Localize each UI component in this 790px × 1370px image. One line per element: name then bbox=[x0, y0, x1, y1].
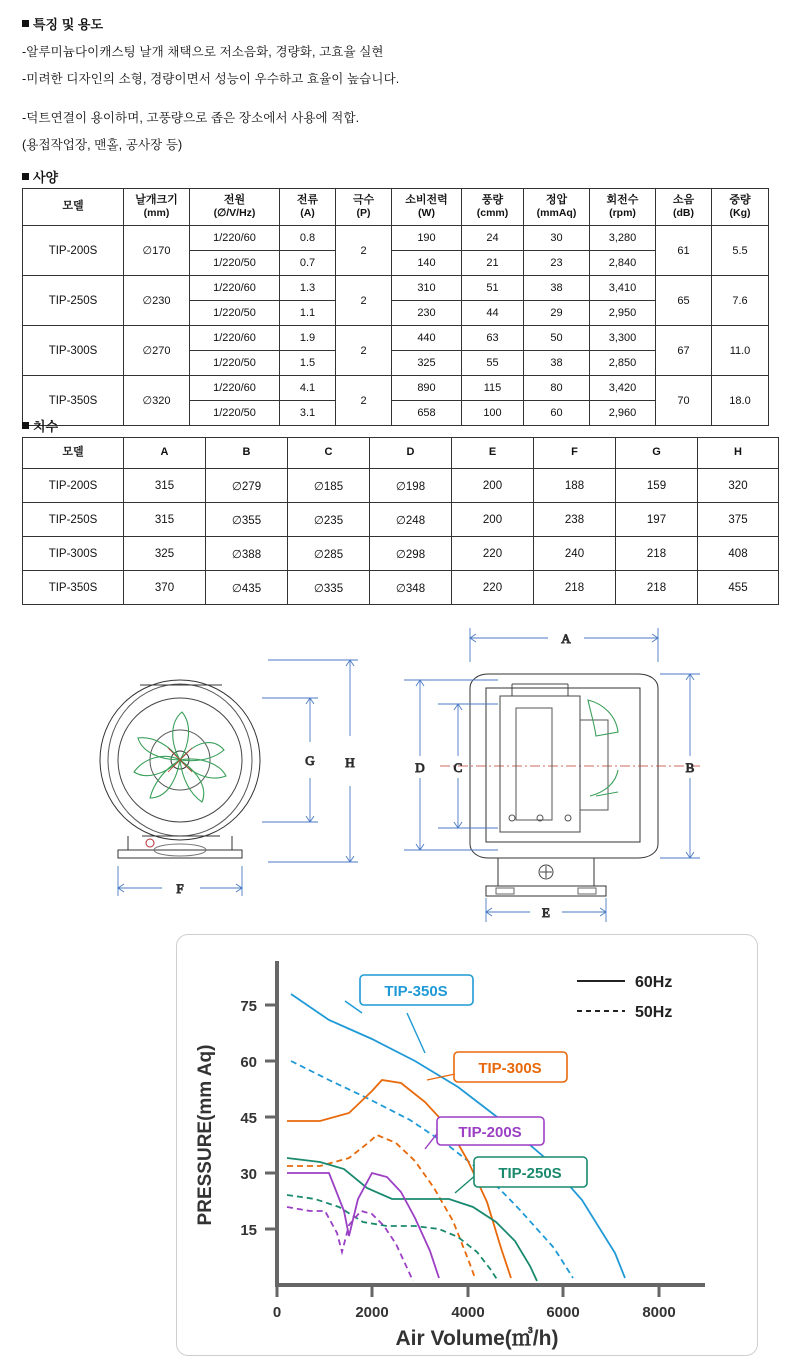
features-heading bbox=[22, 14, 762, 33]
spec-power: 1/220/60 bbox=[190, 376, 280, 401]
y-tick-45: 45 bbox=[240, 1110, 257, 1127]
spec-noise: 65 bbox=[656, 276, 712, 326]
dim-g: 218 bbox=[616, 537, 698, 571]
dim-h: 375 bbox=[698, 503, 779, 537]
spec-watt: 140 bbox=[392, 251, 462, 276]
y-tick-60: 60 bbox=[240, 1054, 257, 1071]
spec-current: 3.1 bbox=[280, 401, 336, 426]
dim-f: 218 bbox=[534, 571, 616, 605]
spec-col-model: 모델 bbox=[23, 189, 124, 226]
spec-noise: 61 bbox=[656, 226, 712, 276]
table-row bbox=[23, 376, 769, 401]
dim-col-a: A bbox=[124, 438, 206, 469]
dim-label-h: H bbox=[345, 755, 355, 770]
spec-weight: 5.5 bbox=[712, 226, 769, 276]
x-tick-6000: 6000 bbox=[546, 1304, 580, 1321]
spec-power: 1/220/50 bbox=[190, 251, 280, 276]
x-tick-4000: 4000 bbox=[451, 1304, 485, 1321]
x-tick-0: 0 bbox=[272, 1304, 282, 1321]
dim-col-model: 모델 bbox=[23, 438, 124, 469]
spec-power: 1/220/50 bbox=[190, 401, 280, 426]
dim-a: 315 bbox=[124, 469, 206, 503]
dimensions-heading-label: 치수 bbox=[33, 419, 59, 434]
dim-g: 159 bbox=[616, 469, 698, 503]
annotation-tip-300s: TIP-300S bbox=[478, 1060, 542, 1077]
spec-watt: 190 bbox=[392, 226, 462, 251]
dim-label-a: A bbox=[561, 631, 571, 646]
spec-rpm: 2,950 bbox=[590, 301, 656, 326]
table-row bbox=[23, 276, 769, 301]
spec-blade: ∅230 bbox=[124, 276, 190, 326]
x-tick-8000: 8000 bbox=[642, 1304, 676, 1321]
spec-header-row bbox=[23, 189, 769, 226]
dim-b: ∅435 bbox=[206, 571, 288, 605]
spec-weight: 7.6 bbox=[712, 276, 769, 326]
dim-h: 408 bbox=[698, 537, 779, 571]
dim-label-b: B bbox=[685, 760, 695, 775]
dim-f: 240 bbox=[534, 537, 616, 571]
dim-d: ∅298 bbox=[370, 537, 452, 571]
spec-col-current: 전류 (A) bbox=[280, 189, 336, 226]
spec-cmm: 100 bbox=[462, 401, 524, 426]
dim-e: 200 bbox=[452, 469, 534, 503]
dim-col-c: C bbox=[288, 438, 370, 469]
chart-legend bbox=[577, 974, 672, 1021]
dim-f: 188 bbox=[534, 469, 616, 503]
dim-d: ∅348 bbox=[370, 571, 452, 605]
feature-line-4: (용접작업장, 맨홀, 공사장 등) bbox=[22, 138, 183, 152]
spec-cmm: 51 bbox=[462, 276, 524, 301]
spec-watt: 658 bbox=[392, 401, 462, 426]
dim-g: 218 bbox=[616, 571, 698, 605]
spec-col-blade: 날개크기 (mm) bbox=[124, 189, 190, 226]
spec-heading bbox=[22, 167, 58, 186]
spec-mmaq: 60 bbox=[524, 401, 590, 426]
spec-power: 1/220/50 bbox=[190, 301, 280, 326]
spec-cmm: 115 bbox=[462, 376, 524, 401]
spec-model: TIP-200S bbox=[23, 226, 124, 276]
spec-heading-label: 사양 bbox=[33, 170, 59, 185]
spec-mmaq: 23 bbox=[524, 251, 590, 276]
annotation-tip-350s: TIP-350S bbox=[384, 983, 448, 1000]
spec-col-power: 전원 (∅/V/Hz) bbox=[190, 189, 280, 226]
spec-current: 0.8 bbox=[280, 226, 336, 251]
dim-c: ∅335 bbox=[288, 571, 370, 605]
performance-chart bbox=[176, 934, 758, 1356]
spec-power: 1/220/50 bbox=[190, 351, 280, 376]
spec-col-weight: 중량 (Kg) bbox=[712, 189, 769, 226]
dim-g: 197 bbox=[616, 503, 698, 537]
spec-watt: 325 bbox=[392, 351, 462, 376]
dim-h: 455 bbox=[698, 571, 779, 605]
spec-watt: 890 bbox=[392, 376, 462, 401]
dim-label-d: D bbox=[415, 760, 425, 775]
spec-power: 1/220/60 bbox=[190, 226, 280, 251]
legend-60hz: 60Hz bbox=[635, 974, 673, 991]
technical-drawings bbox=[0, 600, 790, 930]
y-axis-title: PRESSURE(mm Aq) bbox=[195, 1044, 216, 1226]
y-tick-15: 15 bbox=[240, 1222, 257, 1239]
spec-blade: ∅170 bbox=[124, 226, 190, 276]
spec-col-poles: 극수 (P) bbox=[336, 189, 392, 226]
spec-rpm: 3,280 bbox=[590, 226, 656, 251]
spec-cmm: 63 bbox=[462, 326, 524, 351]
spec-watt: 310 bbox=[392, 276, 462, 301]
spec-weight: 11.0 bbox=[712, 326, 769, 376]
dim-f: 238 bbox=[534, 503, 616, 537]
dim-d: ∅248 bbox=[370, 503, 452, 537]
spec-noise: 70 bbox=[656, 376, 712, 426]
spec-mmaq: 38 bbox=[524, 351, 590, 376]
spec-current: 1.3 bbox=[280, 276, 336, 301]
spec-cmm: 44 bbox=[462, 301, 524, 326]
spec-current: 0.7 bbox=[280, 251, 336, 276]
side-view-drawing bbox=[440, 674, 700, 896]
spec-model: TIP-300S bbox=[23, 326, 124, 376]
spec-cmm: 55 bbox=[462, 351, 524, 376]
spec-current: 4.1 bbox=[280, 376, 336, 401]
features-section bbox=[22, 14, 762, 153]
feature-spacer bbox=[22, 87, 762, 99]
spec-model: TIP-250S bbox=[23, 276, 124, 326]
spec-cmm: 21 bbox=[462, 251, 524, 276]
spec-power: 1/220/60 bbox=[190, 276, 280, 301]
table-row bbox=[23, 537, 779, 571]
spec-noise: 67 bbox=[656, 326, 712, 376]
spec-rpm: 3,410 bbox=[590, 276, 656, 301]
spec-mmaq: 38 bbox=[524, 276, 590, 301]
feature-line-2: -미려한 디자인의 소형, 경량이면서 성능이 우수하고 효율이 높습니다. bbox=[22, 72, 400, 86]
spec-blade: ∅320 bbox=[124, 376, 190, 426]
bullet-square-icon bbox=[22, 173, 29, 180]
table-row bbox=[23, 226, 769, 251]
dim-header-row bbox=[23, 438, 779, 469]
dim-a: 370 bbox=[124, 571, 206, 605]
dim-col-h: H bbox=[698, 438, 779, 469]
y-tick-30: 30 bbox=[240, 1166, 257, 1183]
spec-weight: 18.0 bbox=[712, 376, 769, 426]
spec-table bbox=[22, 188, 769, 426]
dim-model: TIP-250S bbox=[23, 503, 124, 537]
dim-c: ∅185 bbox=[288, 469, 370, 503]
dim-d: ∅198 bbox=[370, 469, 452, 503]
dim-b: ∅388 bbox=[206, 537, 288, 571]
bullet-square-icon bbox=[22, 20, 29, 27]
spec-col-cmm: 풍량 (cmm) bbox=[462, 189, 524, 226]
dim-e: 220 bbox=[452, 537, 534, 571]
annotation-tip-200s: TIP-200S bbox=[458, 1124, 522, 1141]
spec-poles: 2 bbox=[336, 376, 392, 426]
spec-rpm: 2,850 bbox=[590, 351, 656, 376]
table-row bbox=[23, 326, 769, 351]
spec-mmaq: 29 bbox=[524, 301, 590, 326]
dim-b: ∅279 bbox=[206, 469, 288, 503]
spec-col-rpm: 회전수 (rpm) bbox=[590, 189, 656, 226]
x-tick-2000: 2000 bbox=[355, 1304, 389, 1321]
spec-poles: 2 bbox=[336, 226, 392, 276]
dim-model: TIP-200S bbox=[23, 469, 124, 503]
front-view-drawing bbox=[100, 680, 260, 858]
dim-label-f: F bbox=[176, 881, 184, 896]
spec-mmaq: 50 bbox=[524, 326, 590, 351]
spec-current: 1.9 bbox=[280, 326, 336, 351]
spec-col-mmaq: 정압 (mmAq) bbox=[524, 189, 590, 226]
spec-rpm: 3,420 bbox=[590, 376, 656, 401]
spec-rpm: 3,300 bbox=[590, 326, 656, 351]
dim-h: 320 bbox=[698, 469, 779, 503]
spec-watt: 230 bbox=[392, 301, 462, 326]
spec-mmaq: 80 bbox=[524, 376, 590, 401]
dim-label-e: E bbox=[542, 905, 550, 920]
annotation-tip-250s: TIP-250S bbox=[498, 1165, 562, 1182]
dim-c: ∅235 bbox=[288, 503, 370, 537]
spec-rpm: 2,960 bbox=[590, 401, 656, 426]
dim-model: TIP-350S bbox=[23, 571, 124, 605]
dim-e: 200 bbox=[452, 503, 534, 537]
dimensions-table bbox=[22, 437, 779, 605]
dim-c: ∅285 bbox=[288, 537, 370, 571]
spec-watt: 440 bbox=[392, 326, 462, 351]
table-row bbox=[23, 503, 779, 537]
spec-cmm: 24 bbox=[462, 226, 524, 251]
dim-col-b: B bbox=[206, 438, 288, 469]
spec-rpm: 2,840 bbox=[590, 251, 656, 276]
dim-model: TIP-300S bbox=[23, 537, 124, 571]
dim-b: ∅355 bbox=[206, 503, 288, 537]
dimensions-heading bbox=[22, 416, 58, 435]
feature-line-3: -덕트연결이 용이하며, 고풍량으로 좁은 장소에서 사용에 적합. bbox=[22, 111, 360, 125]
spec-col-noise: 소음 (dB) bbox=[656, 189, 712, 226]
features-heading-label: 특징 및 용도 bbox=[33, 17, 104, 32]
spec-model: TIP-350S bbox=[23, 376, 124, 426]
x-axis-title: Air Volume(㎥/h) bbox=[395, 1327, 559, 1350]
dim-e: 220 bbox=[452, 571, 534, 605]
spec-blade: ∅270 bbox=[124, 326, 190, 376]
dim-label-c: C bbox=[453, 760, 463, 775]
front-view-dimension-lines bbox=[118, 660, 358, 896]
dim-col-g: G bbox=[616, 438, 698, 469]
table-row bbox=[23, 469, 779, 503]
dim-a: 315 bbox=[124, 503, 206, 537]
spec-current: 1.1 bbox=[280, 301, 336, 326]
dim-col-f: F bbox=[534, 438, 616, 469]
y-tick-75: 75 bbox=[240, 998, 257, 1015]
legend-50hz: 50Hz bbox=[635, 1004, 673, 1021]
spec-col-watt: 소비전력 (W) bbox=[392, 189, 462, 226]
feature-line-1: -알루미늄다이캐스팅 날개 채택으로 저소음화, 경량화, 고효율 실현 bbox=[22, 45, 384, 59]
dim-label-g: G bbox=[305, 753, 315, 768]
spec-current: 1.5 bbox=[280, 351, 336, 376]
dim-a: 325 bbox=[124, 537, 206, 571]
spec-poles: 2 bbox=[336, 276, 392, 326]
spec-power: 1/220/60 bbox=[190, 326, 280, 351]
dim-col-d: D bbox=[370, 438, 452, 469]
dim-col-e: E bbox=[452, 438, 534, 469]
bullet-square-icon bbox=[22, 422, 29, 429]
spec-mmaq: 30 bbox=[524, 226, 590, 251]
spec-poles: 2 bbox=[336, 326, 392, 376]
